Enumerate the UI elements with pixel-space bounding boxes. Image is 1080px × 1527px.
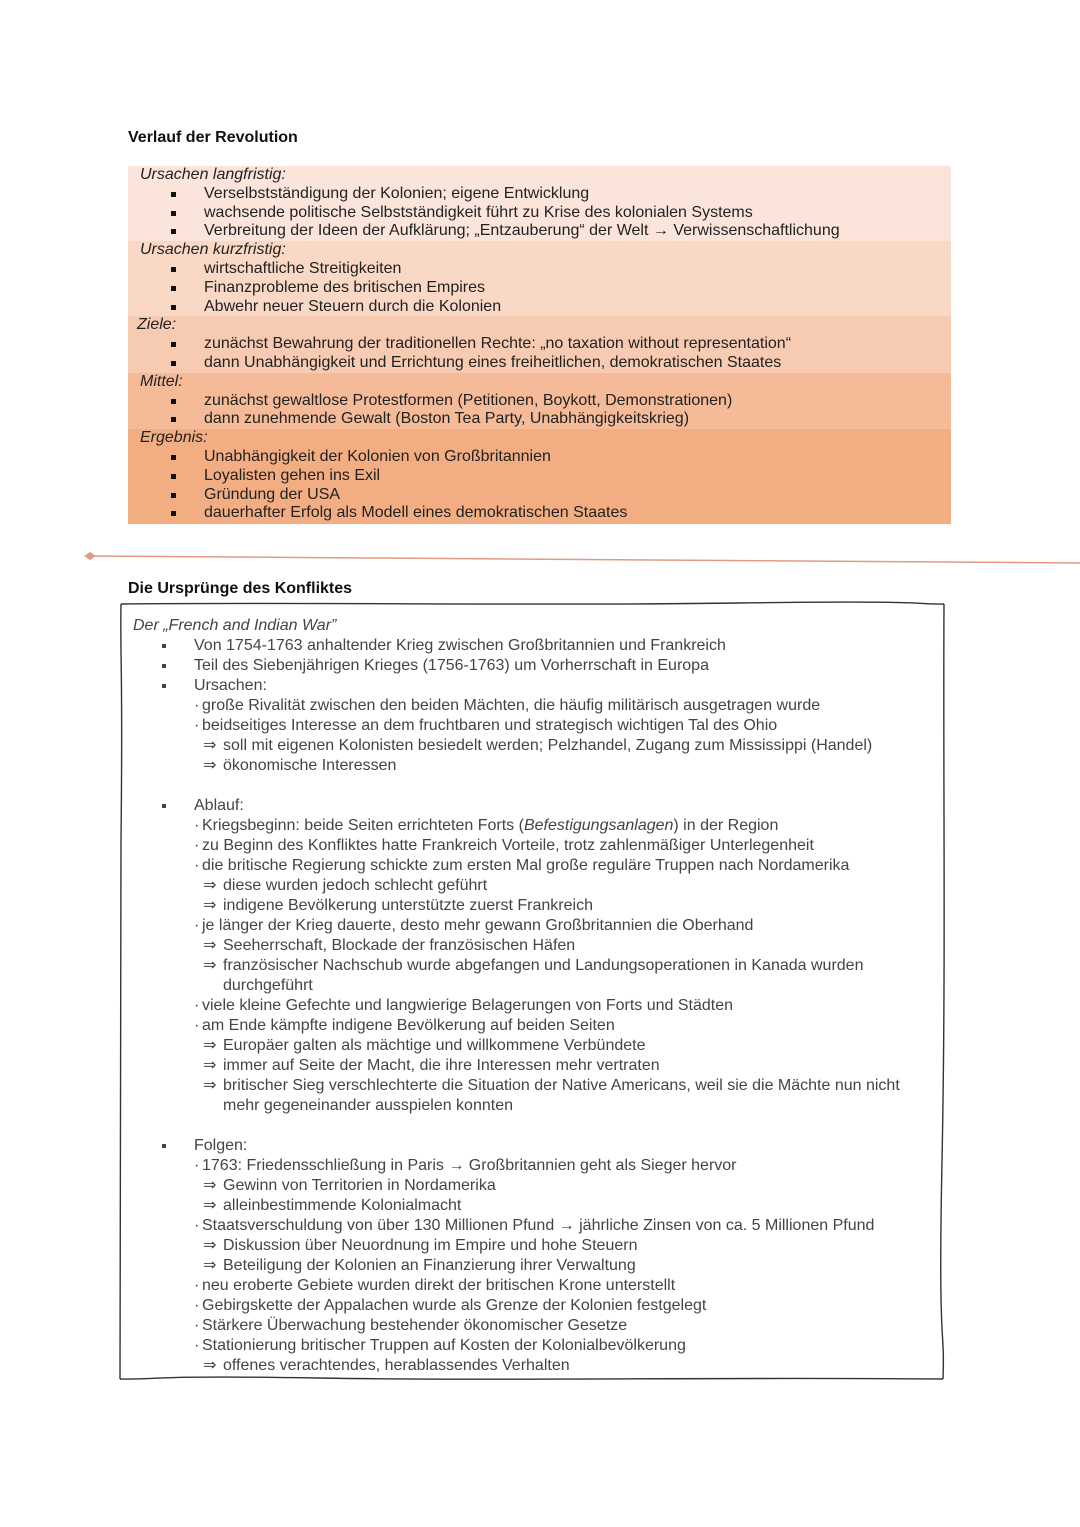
list-item: ⇒ Europäer galten als mächtige und willkommene Verbündete — [203, 1037, 646, 1054]
list-item: ⇒ diese wurden jedoch schlecht geführt — [203, 877, 488, 894]
section-title-origins: Die Ursprünge des Konfliktes — [128, 580, 353, 597]
list-item: ⇒ französischer Nachschub wurde abgefangen und Landungsoperationen in Kanada wurden durchgeführt — [203, 957, 864, 994]
list-item: ⇒ soll mit eigenen Kolonisten besiedelt werden; Pelzhandel, Zugang zum Mississippi (Handel) — [203, 737, 873, 754]
list-item: Loyalisten gehen ins Exil — [140, 467, 951, 486]
arrow-icon: ⇒ — [203, 757, 217, 774]
list-item: · viele kleine Gefechte und langwierige Belagerungen von Forts und Städten — [133, 996, 933, 1016]
list-item: ⇒ ökonomische Interessen — [203, 757, 397, 774]
list-item: · große Rivalität zwischen den beiden Mächten, die häufig militärisch ausgetragen wurde — [133, 696, 933, 716]
list-item: · Gebirgskette der Appalachen wurde als Grenze der Kolonien festgelegt — [133, 1296, 933, 1316]
arrow-icon: ⇒ — [203, 1357, 217, 1374]
list-item: ⇒ Seeherrschaft, Blockade der französischen Häfen — [203, 937, 576, 954]
revolution-table — [128, 166, 951, 524]
list-item: · je länger der Krieg dauerte, desto mehr gewann Großbritannien die Oberhand — [133, 916, 933, 936]
row-heading: Ergebnis: — [140, 429, 208, 447]
list-item: wirtschaftliche Streitigkeiten — [140, 260, 951, 279]
list-item: · Stationierung britischer Truppen auf Kosten der Kolonialbevölkerung — [133, 1336, 933, 1356]
folgen-label: Folgen: — [133, 1136, 933, 1156]
list-item: · die britische Regierung schickte zum ersten Mal große reguläre Truppen nach Nordamerika — [133, 856, 933, 876]
row-ziele — [128, 316, 951, 372]
list-item: · zu Beginn des Konfliktes hatte Frankreich Vorteile, trotz zahlenmäßiger Unterlegenheit — [133, 836, 933, 856]
list-item: ⇒ alleinbestimmende Kolonialmacht — [203, 1197, 462, 1214]
list-item: ⇒ immer auf Seite der Macht, die ihre Interessen mehr vertraten — [203, 1057, 660, 1074]
row-ergebnis — [128, 429, 951, 524]
list-item: · neu eroberte Gebiete wurden direkt der britischen Krone unterstellt — [133, 1276, 933, 1296]
row-ursachen-kurzfristig — [128, 241, 951, 316]
list-item: zunächst gewaltlose Protestformen (Petitionen, Boykott, Demonstrationen) — [140, 392, 951, 411]
list-item: Finanzprobleme des britischen Empires — [140, 279, 951, 298]
section-title-revolution: Verlauf der Revolution — [128, 129, 298, 146]
arrow-icon: ⇒ — [203, 1037, 217, 1054]
arrow-icon: ⇒ — [203, 937, 217, 954]
list-item: Verbreitung der Ideen der Aufklärung; „Entzauberung“ der Welt → Verwissenschaftlichung — [140, 222, 951, 241]
list-item: Abwehr neuer Steuern durch die Kolonien — [140, 298, 951, 317]
list-item: dann zunehmende Gewalt (Boston Tea Party, Unabhängigkeitskrieg) — [140, 410, 951, 429]
list-item: ⇒ Diskussion über Neuordnung im Empire und hohe Steuern — [203, 1237, 638, 1254]
section-divider — [0, 545, 1080, 575]
list-item: Gründung der USA — [140, 486, 951, 505]
list-item: Ursachen: — [133, 676, 933, 696]
list-item: ⇒ Beteiligung der Kolonien an Finanzierung ihrer Verwaltung — [203, 1257, 636, 1274]
list-item: dann Unabhängigkeit und Errichtung eines freiheitlichen, demokratischen Staates — [140, 354, 951, 373]
ablauf-label: Ablauf: — [133, 796, 933, 816]
arrow-icon: ⇒ — [203, 1257, 217, 1274]
origins-box — [118, 601, 946, 1381]
arrow-icon: ⇒ — [203, 1237, 217, 1254]
list-item: · 1763: Friedensschließung in Paris → Großbritannien geht als Sieger hervor — [133, 1156, 933, 1176]
row-heading: Mittel: — [140, 372, 183, 390]
list-item: wachsende politische Selbstständigkeit führt zu Krise des kolonialen Systems — [140, 204, 951, 223]
list-item: zunächst Bewahrung der traditionellen Rechte: „no taxation without representation“ — [140, 335, 951, 354]
row-heading: Ursachen langfristig: — [140, 166, 286, 183]
list-item: Unabhängigkeit der Kolonien von Großbritannien — [140, 448, 951, 467]
row-mittel — [128, 373, 951, 429]
arrow-icon: ⇒ — [203, 897, 217, 914]
list-item: · Kriegsbeginn: beide Seiten errichteten Forts (Befestigungsanlagen) in der Region — [133, 816, 933, 836]
list-item: ⇒ indigene Bevölkerung unterstützte zuerst Frankreich — [203, 897, 593, 914]
arrow-icon: ⇒ — [203, 737, 217, 754]
arrow-icon: ⇒ — [203, 957, 217, 974]
arrow-icon: ⇒ — [203, 1177, 217, 1194]
arrow-icon: ⇒ — [203, 877, 217, 894]
list-item: ⇒ offenes verachtendes, herablassendes Verhalten — [203, 1357, 570, 1374]
arrow-icon: ⇒ — [203, 1197, 217, 1214]
list-item: ⇒ britischer Sieg verschlechterte die Situation der Native Americans, weil sie die Mächte nun nicht mehr gegeneinander ausspielen konnten — [203, 1077, 900, 1114]
list-item: Von 1754-1763 anhaltender Krieg zwischen Großbritannien und Frankreich — [133, 636, 933, 656]
row-heading: Ziele: — [137, 316, 177, 334]
list-item: · Stärkere Überwachung bestehender ökonomischer Gesetze — [133, 1316, 933, 1336]
list-item: dauerhafter Erfolg als Modell eines demokratischen Staates — [140, 504, 951, 523]
arrow-icon: ⇒ — [203, 1057, 217, 1074]
list-item: · am Ende kämpfte indigene Bevölkerung auf beiden Seiten — [133, 1016, 933, 1036]
row-heading: Ursachen kurzfristig: — [140, 241, 286, 259]
war-heading: Der „French and Indian War” — [133, 617, 337, 634]
list-item: · Staatsverschuldung von über 130 Millionen Pfund → jährliche Zinsen von ca. 5 Millionen Pfund — [133, 1216, 933, 1236]
origins-content — [133, 616, 933, 1376]
list-item: · beidseitiges Interesse an dem fruchtbaren und strategisch wichtigen Tal des Ohio — [133, 716, 933, 736]
row-ursachen-langfristig — [128, 166, 951, 241]
arrow-icon: ⇒ — [203, 1077, 217, 1094]
list-item: Verselbstständigung der Kolonien; eigene Entwicklung — [140, 185, 951, 204]
list-item: Teil des Siebenjährigen Krieges (1756-1763) um Vorherrschaft in Europa — [133, 656, 933, 676]
list-item: ⇒ Gewinn von Territorien in Nordamerika — [203, 1177, 496, 1194]
